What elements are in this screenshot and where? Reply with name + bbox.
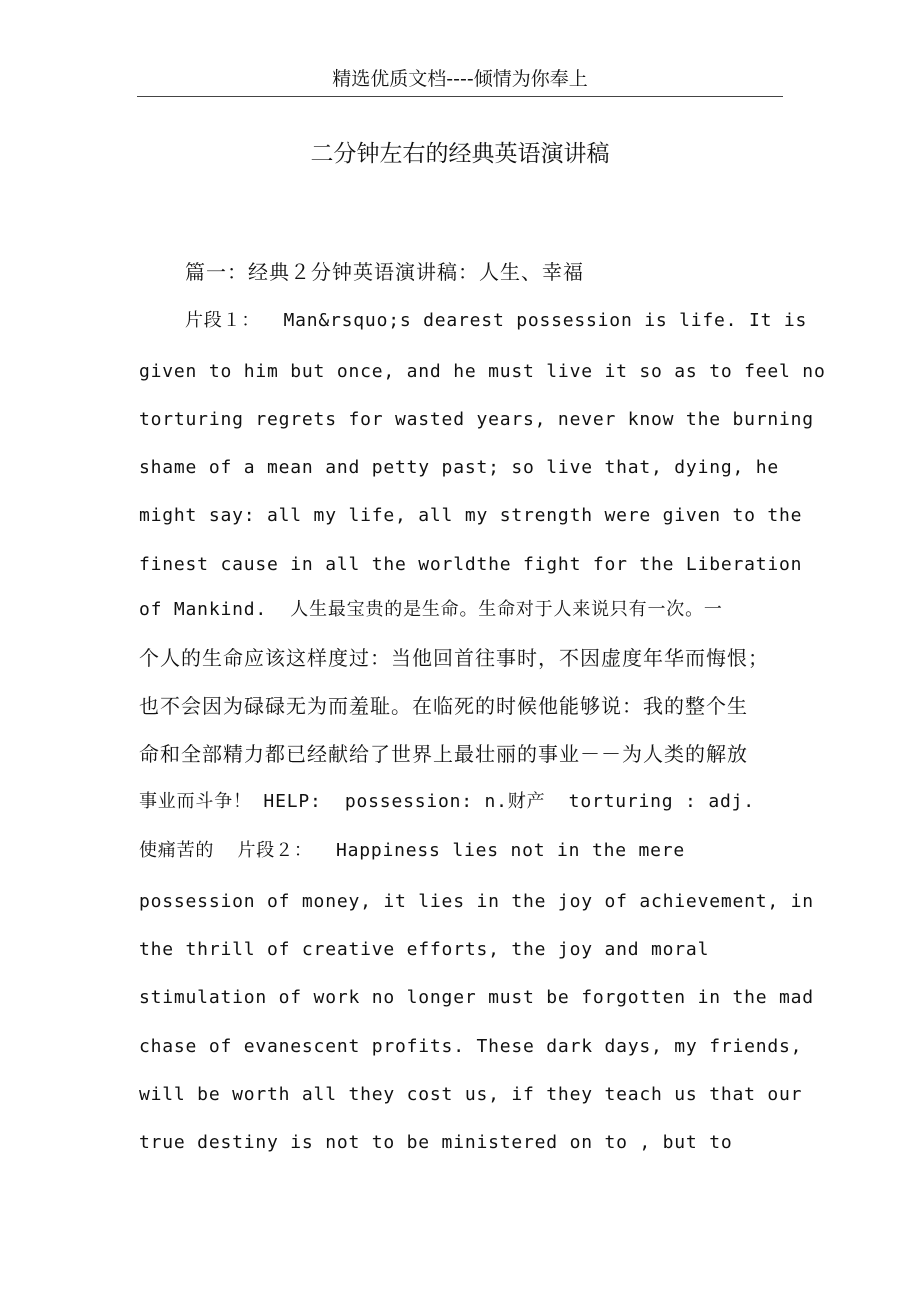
text-line: 个人的生命应该这样度过：当他回首往事时，不因虚度年华而悔恨； <box>139 646 769 670</box>
text-line: 命和全部精力都已经献给了世界上最壮丽的事业－－为人类的解放 <box>139 742 748 766</box>
text-line: shame of a mean and petty past; so live that, dying, he <box>139 457 780 478</box>
document-title: 二分钟左右的经典英语演讲稿 <box>310 141 610 167</box>
text-line: stimulation of work no longer must be forgotten in the mad <box>139 987 814 1008</box>
text-line: 使痛苦的 片段２： Happiness lies not in the mere <box>139 840 686 861</box>
text-line: true destiny is not to be ministered on to , but to <box>139 1132 733 1153</box>
page-header <box>137 66 783 97</box>
header-text: 精选优质文档----倾情为你奉上 <box>332 68 588 90</box>
text-line: the thrill of creative efforts, the joy and moral <box>139 939 710 960</box>
text-line: torturing regrets for wasted years, never know the burning <box>139 409 814 430</box>
text-line: will be worth all they cost us, if they teach us that our <box>139 1084 803 1105</box>
section-heading: 篇一：经典２分钟英语演讲稿：人生、幸福 <box>185 260 584 284</box>
text-line: 也不会因为碌碌无为而羞耻。在临死的时候他能够说：我的整个生 <box>139 694 748 718</box>
text-line: chase of evanescent profits. These dark days, my friends, <box>139 1036 803 1057</box>
text-line: of Mankind. 人生最宝贵的是生命。生命对于人来说只有一次。一 <box>139 599 723 620</box>
text-line: given to him but once, and he must live it so as to feel no <box>139 361 826 382</box>
text-line: 片段１： Man&rsquo;s dearest possession is life. It is <box>185 310 808 331</box>
text-line: possession of money, it lies in the joy of achievement, in <box>139 891 814 912</box>
text-line: finest cause in all the worldthe fight for the Liberation <box>139 554 803 575</box>
text-line: 事业而斗争！ HELP: possession: n.财产 torturing : adj. <box>139 791 755 812</box>
text-line: might say: all my life, all my strength were given to the <box>139 505 803 526</box>
